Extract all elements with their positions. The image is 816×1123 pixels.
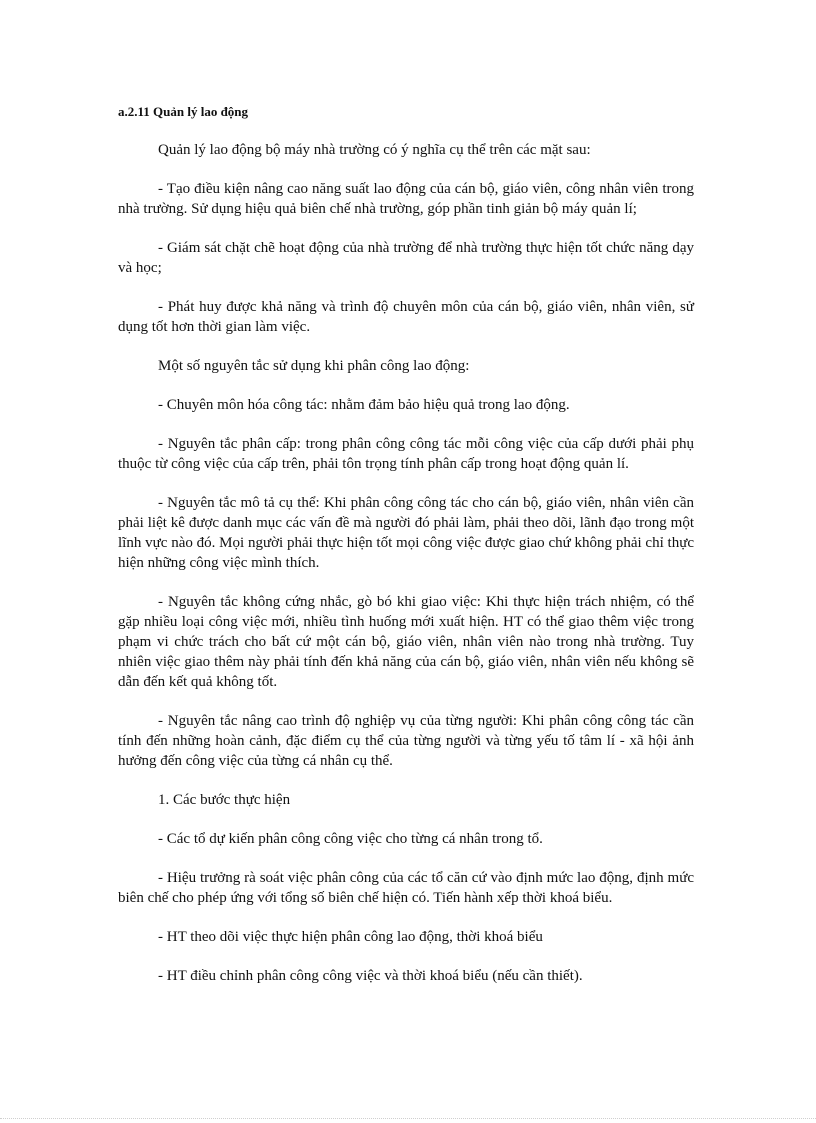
paragraph-step-team-plan: - Các tổ dự kiến phân công công việc cho từng cá nhân trong tổ. [158,831,543,847]
paragraph-steps-heading: 1. Các bước thực hiện [158,792,291,808]
paragraph-step-adjustment: - HT điều chỉnh phân công công việc và thời khoá biểu (nếu cần thiết). [158,968,583,984]
paragraph-flexibility: - Nguyên tắc không cứng nhắc, gò bó khi giao việc: Khi thực hiện trách nhiệm, có thể gặp nhiều loại công việc mới, nhiều tình huống mới xuất hiện. HT có thể giao thêm việc trong phạm vi chức trách cho bất cứ một cán bộ, giáo viên, nhân viên nào trong nhà trường. Tuy nhiên việc giao thêm này phải tính đến khả năng của cán bộ, giáo viên, nhân viên nếu không sẽ dẫn đến kết quả không tốt. [118,594,694,690]
section-heading: a.2.11 Quản lý lao động [118,104,249,119]
paragraph-step-monitoring: - HT theo dõi việc thực hiện phân công lao động, thời khoá biểu [158,929,543,945]
paragraph-productivity: - Tạo điều kiện nâng cao năng suất lao động của cán bộ, giáo viên, công nhân viên trong nhà trường. Sử dụng hiệu quả biên chế nhà trường, góp phần tinh giản bộ máy quản lí; [118,181,694,217]
paragraph-professional-development: - Nguyên tắc nâng cao trình độ nghiệp vụ của từng người: Khi phân công công tác cần tính đến những hoàn cảnh, đặc điểm cụ thể của từng người và từng yếu tố tâm lí - xã hội ảnh hưởng đến công việc của từng cá nhân cụ thể. [118,713,694,769]
document-body [118,140,694,1005]
paragraph-supervision: - Giám sát chặt chẽ hoạt động của nhà trường để nhà trường thực hiện tốt chức năng dạy và học; [118,240,694,276]
paragraph-specialization: - Chuyên môn hóa công tác: nhằm đảm bảo hiệu quả trong lao động. [158,397,570,413]
paragraph-principles-intro: Một số nguyên tắc sử dụng khi phân công lao động: [158,358,470,374]
paragraph-specific-description: - Nguyên tắc mô tả cụ thể: Khi phân công công tác cho cán bộ, giáo viên, nhân viên cần phải liệt kê được danh mục các vấn đề mà người đó phải làm, phải theo dõi, lãnh đạo trong một lĩnh vực nào đó. Mọi người phải thực hiện tốt mọi công việc được giao chứ không phải chỉ thực hiện những công việc mình thích. [118,495,694,571]
paragraph-step-principal-review: - Hiệu trưởng rà soát việc phân công của các tổ căn cứ vào định mức lao động, định mức biên chế cho phép ứng với tổng số biên chế hiện có. Tiến hành xếp thời khoá biểu. [118,870,694,906]
paragraph-capability: - Phát huy được khả năng và trình độ chuyên môn của cán bộ, giáo viên, nhân viên, sử dụng tốt hơn thời gian làm việc. [118,299,694,335]
paragraph-intro: Quản lý lao động bộ máy nhà trường có ý nghĩa cụ thể trên các mặt sau: [158,142,591,158]
paragraph-hierarchy: - Nguyên tắc phân cấp: trong phân công công tác mỗi công việc của cấp dưới phải phụ thuộc từ công việc của cấp trên, phải tôn trọng tính phân cấp trong hoạt động quản lí. [118,436,694,472]
page-bottom-border [0,1118,816,1119]
